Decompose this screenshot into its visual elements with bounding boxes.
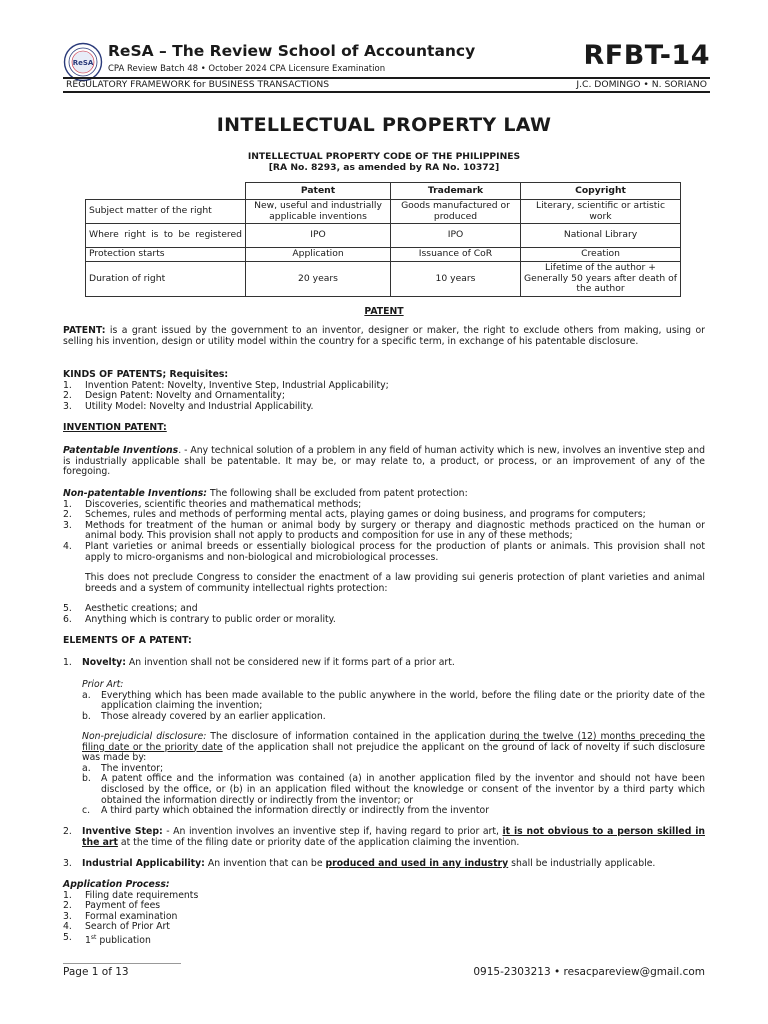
list-item: 1. Filing date requirements [63, 889, 199, 901]
element-inventive-step: 2. Inventive Step: - An invention involves an inventive step if, having regard to prior art, it is not obvious to a person skilled in the art at the time of the filing date or priority date of the application claiming the invention. [63, 826, 705, 848]
table-header-row [86, 183, 681, 200]
non-patentable-continued [63, 604, 705, 625]
table-cell: IPO [246, 224, 391, 248]
list-item: 6. Anything which is contrary to public order or morality. [63, 613, 336, 625]
list-item: 4. Plant varieties or animal breeds or essentially biological process for the production of plants or animals. This provision shall not apply to micro-organisms and non-biological and microbiological processes. [63, 540, 705, 563]
table-cell: Literary, scientific or artistic work [521, 200, 681, 224]
table-cell: Creation [521, 248, 681, 262]
table-row [86, 224, 681, 248]
table-header-copyright: Copyright [521, 183, 681, 200]
table-cell: Goods manufactured or produced [391, 200, 521, 224]
list-item: 5. 1st publication [63, 931, 151, 947]
patent-definition: PATENT: is a grant issued by the government to an inventor, designer or maker, the right to exclude others from making, using or selling his invention, design or utility model within the country for a specific term, in exchange of his patentable disclosure. [63, 325, 705, 347]
table-cell: Where right is to be registered [86, 224, 246, 248]
invention-patent-heading: INVENTION PATENT: [63, 422, 167, 433]
list-item: 1. Discoveries, scientific theories and mathematical methods; [63, 498, 362, 510]
table-row [86, 200, 681, 224]
table-cell: Duration of right [86, 262, 246, 297]
subject-band [63, 79, 710, 91]
table-cell: Lifetime of the author + Generally 50 years after death of the author [521, 262, 681, 297]
list-item: b. A patent office and the information was contained (a) in another application filed by the inventor and should not have been disclosed by the office, or (b) in an application filed without the knowledge or consent of the inventor by a third party which obtained the information directly or indirectly from the inventor; or [82, 773, 705, 806]
code-reference: [RA No. 8293, as amended by RA No. 10372] [268, 162, 500, 173]
non-patentable-inventions: Non-patentable Inventions: The following shall be excluded from patent protection: 1. Discoveries, scientific theories and mathematical methods; 2. Schemes, rules and methods of performing mental acts, playing games or doing business, and programs for computers; 3. Methods for treatment of the human or animal body by surgery or therapy and diagnostic methods practiced on the human or animal body. This provision shall not apply to products and composition for use in any of these methods; 4. Plant varieties or animal breeds or essentially biological process for the production of plants or animals. This provision shall not apply to micro-organisms and non-biological and microbiological processes. [63, 488, 705, 563]
list-item: a. Everything which has been made available to the public anywhere in the world, before the filing date or the priority date of the application claiming the invention; [82, 689, 705, 712]
table-row [86, 262, 681, 297]
table-cell: IPO [391, 224, 521, 248]
contact-info: 0915-2303213 • resacpareview@gmail.com [473, 966, 705, 978]
list-item: 4. Search of Prior Art [63, 921, 170, 933]
page-title: INTELLECTUAL PROPERTY LAW [216, 114, 552, 136]
table-header-patent: Patent [246, 183, 391, 200]
table-cell: New, useful and industrially applicable inventions [246, 200, 391, 224]
list-item: b. Those already covered by an earlier application. [82, 710, 326, 722]
subject-title: REGULATORY FRAMEWORK for BUSINESS TRANSACTIONS [66, 79, 330, 90]
list-item: 2. Design Patent: Novelty and Ornamentality; [63, 390, 285, 402]
ip-comparison-table [85, 182, 681, 297]
sui-generis-note: This does not preclude Congress to consider the enactment of a law providing sui generis protection of plant varieties and animal breeds and a system of community intellectual rights protection: [85, 572, 705, 594]
authors: J.C. DOMINGO • N. SORIANO [576, 79, 707, 90]
header-subtitle: CPA Review Batch 48 • October 2024 CPA Licensure Examination [108, 64, 386, 74]
element-industrial-applicability: 3. Industrial Applicability: An invention that can be produced and used in any industry shall be industrially applicable. [63, 858, 656, 869]
table-cell: 20 years [246, 262, 391, 297]
table-header-trademark: Trademark [391, 183, 521, 200]
code-title: INTELLECTUAL PROPERTY CODE OF THE PHILIPPINES [247, 151, 521, 162]
list-item: 3. Formal examination [63, 910, 178, 922]
table-cell: National Library [521, 224, 681, 248]
list-item: c. A third party which obtained the information directly or indirectly from the inventor [82, 805, 490, 817]
prior-art: Prior Art: a. Everything which has been made available to the public anywhere in the world, before the filing date or the priority date of the application claiming the invention; b. Those already covered by an earlier application. [82, 679, 705, 722]
table-row [86, 248, 681, 262]
logo-text: ReSA [72, 59, 94, 67]
elements-heading: ELEMENTS OF A PATENT: [63, 635, 192, 646]
non-prejudicial-disclosure: Non-prejudicial disclosure: The disclosure of information contained in the application during the twelve (12) months preceding the filing date or the priority date of the application shall not prejudice the applicant on the ground of lack of novelty if such disclosure was made by: a. The inventor; b. A patent office and the information was contained (a) in another application filed by the inventor and should not have been disclosed by the office, or (b) in an application filed without the knowledge or consent of the inventor by a third party which obtained the information directly or indirectly from the inventor; or c. A third party which obtained the information directly or indirectly from the inventor [82, 731, 705, 817]
school-name: ReSA – The Review School of Accountancy [108, 42, 476, 60]
table-cell: Application [246, 248, 391, 262]
list-item: 3. Methods for treatment of the human or animal body by surgery or therapy and diagnostic methods practiced on the human or animal body. This provision shall not apply to products and composition for use in any of these methods; [63, 519, 705, 542]
list-item: 2. Payment of fees [63, 900, 161, 912]
list-item: 2. Schemes, rules and methods of performing mental acts, playing games or doing business, and programs for computers; [63, 509, 646, 521]
table-cell: 10 years [391, 262, 521, 297]
patent-heading: PATENT [364, 306, 404, 317]
footer-divider [63, 963, 181, 964]
table-header-blank [86, 183, 246, 200]
list-item: 1. Invention Patent: Novelty, Inventive Step, Industrial Applicability; [63, 379, 389, 391]
kinds-of-patents [63, 370, 705, 412]
application-process [63, 880, 705, 947]
table-cell: Subject matter of the right [86, 200, 246, 224]
page-number: Page 1 of 13 [63, 966, 129, 978]
table-cell: Protection starts [86, 248, 246, 262]
table-cell: Issuance of CoR [391, 248, 521, 262]
kinds-heading: KINDS OF PATENTS; Requisites: [63, 369, 229, 380]
list-item: 3. Utility Model: Novelty and Industrial Applicability. [63, 400, 314, 412]
patentable-inventions: Patentable Inventions. - Any technical solution of a problem in any field of human activity which is new, involves an inventive step and is industrially applicable shall be patentable. It may be, or may relate to, a product, or process, or an improvement of any of the foregoing. [63, 445, 706, 478]
list-item: 5. Aesthetic creations; and [63, 603, 198, 614]
document-code: RFBT-14 [583, 40, 710, 71]
document-header [63, 40, 710, 80]
resa-logo [63, 42, 103, 82]
list-item: a. The inventor; [82, 762, 164, 774]
element-novelty: 1. Novelty: An invention shall not be considered new if it forms part of a prior art. [63, 657, 455, 668]
header-divider-bottom [63, 91, 710, 93]
application-process-heading: Application Process: [63, 879, 170, 890]
